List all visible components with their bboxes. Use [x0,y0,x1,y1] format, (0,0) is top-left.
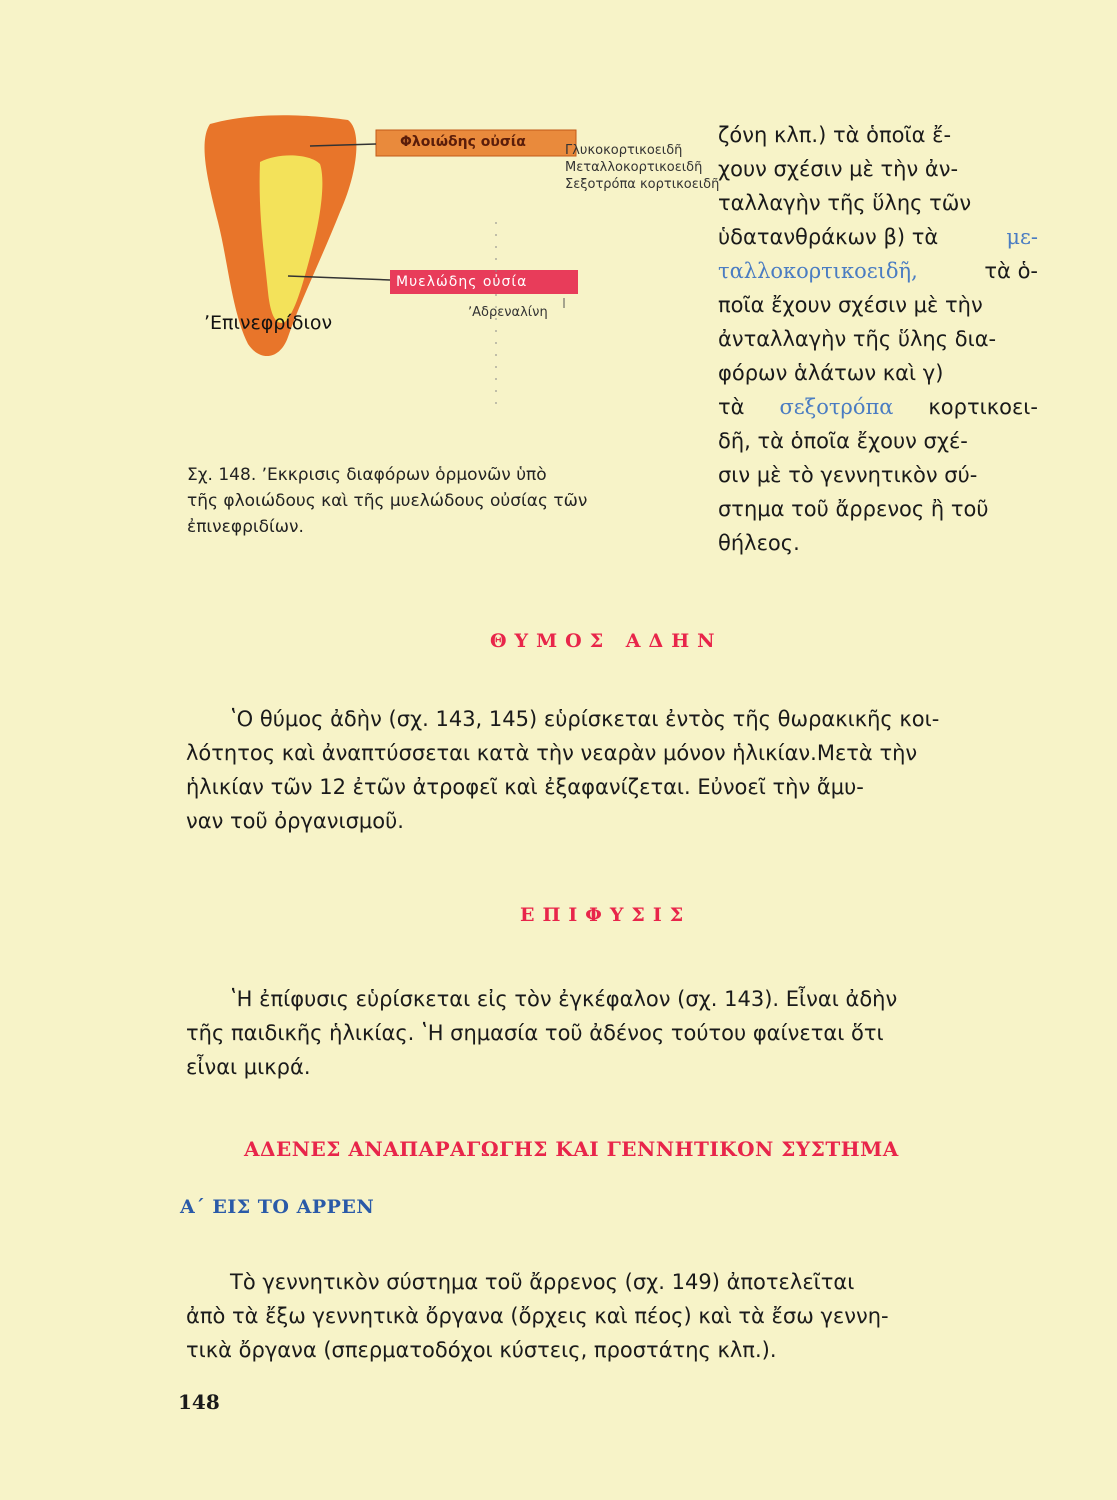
term-highlight: με- [1006,225,1038,249]
cortex-band-label: Φλοιώδης οὐσία [400,134,526,150]
text-line: Τὸ γεννητικὸν σύστημα τοῦ ἄρρενος (σχ. 149) ἀποτελεῖται [230,1270,855,1294]
text-line: τὰ σεξοτρόπα κορτικοει- [718,390,1038,424]
adrenal-gland-figure [170,112,720,442]
cortex-hormones-list [565,142,719,193]
text-line: τῆς παιδικῆς ἡλικίας. ʽΗ σημασία τοῦ ἀδένος τούτου φαίνεται ὅτι [186,1021,884,1045]
text-line: ἀπὸ τὰ ἔξω γεννητικὰ ὄργανα (ὄρχεις καὶ πέος) καὶ τὰ ἔσω γεννη- [186,1304,889,1328]
section-heading-reproduction: ΑΔΕΝΕΣ ΑΝΑΠΑΡΑΓΩΓΗΣ ΚΑΙ ΓΕΝΝΗΤΙΚΟΝ ΣΥΣΤΗΜΑ [244,1137,899,1161]
right-column-text [718,118,1038,560]
text-line: λότητος καὶ ἀναπτύσσεται κατὰ τὴν νεαρὰν μόνον ἡλικίαν.Μετὰ τὴν [186,741,918,765]
text-line: θήλεος. [718,531,800,555]
paragraph-epiphysis [186,982,1031,1084]
text-line: φόρων ἁλάτων καὶ γ) [718,361,944,385]
gland-label: ʼΕπινεφρίδιον [204,312,333,334]
figure-caption [187,462,677,540]
cortex-hormone: Σεξοτρόπα κορτικοειδῆ [565,177,720,192]
text-line: ἀνταλλαγὴν τῆς ὕλης δια- [718,327,997,351]
medulla-band-label: Μυελώδης οὐσία [396,274,528,290]
text-line: εἶναι μικρά. [186,1055,311,1079]
cortex-hormone: Γλυκοκορτικοειδῆ [565,143,683,158]
caption-line: τῆς φλοιώδους καὶ τῆς μυελώδους οὐσίας τῶν [187,491,588,511]
cortex-hormone: Μεταλλοκορτικοειδῆ [565,160,703,175]
text-line: στημα τοῦ ἄρρενος ἢ τοῦ [718,497,989,521]
term-highlight: ταλλοκορτικοειδῆ, [718,259,918,283]
caption-line: ἐπινεφριδίων. [187,517,304,537]
text-line: ποῖα ἔχουν σχέσιν μὲ τὴν [718,293,983,317]
text-line: σιν μὲ τὸ γεννητικὸν σύ- [718,463,978,487]
text-line: δῆ, τὰ ὁποῖα ἔχουν σχέ- [718,429,968,453]
text-line: ὑδατανθράκων β) τὰ με- [718,220,1038,254]
text-line: χουν σχέσιν μὲ τὴν ἀν- [718,157,959,181]
text-line: ναν τοῦ ὀργανισμοῦ. [186,809,404,833]
paragraph-thymos [186,702,1031,838]
text-line: ἡλικίαν τῶν 12 ἐτῶν ἀτροφεῖ καὶ ἐξαφανίζεται. Εὐνοεῖ τὴν ἄμυ- [186,775,864,799]
subsection-heading-male: Α΄ ΕΙΣ ΤΟ ΑΡΡΕΝ [180,1196,375,1218]
text-line: τικὰ ὄργανα (σπερματοδόχοι κύστεις, προστάτης κλπ.). [186,1338,777,1362]
section-heading-thymos: ΘΥΜΟΣ ΑΔΗΝ [490,630,723,652]
text-line: ʽΗ ἐπίφυσις εὑρίσκεται εἰς τὸν ἐγκέφαλον (σχ. 143). Εἶναι ἀδὴν [230,987,898,1011]
medulla-hormone-label: ʼΑδρεναλίνη [468,305,548,320]
caption-line: Σχ. 148. ʼΕκκρισις διαφόρων ὁρμονῶν ὑπὸ [187,465,547,485]
section-heading-epiphysis: ΕΠΙΦΥΣΙΣ [520,904,692,926]
paragraph-male-system [186,1265,1031,1367]
text-line: ταλλαγὴν τῆς ὕλης τῶν [718,191,972,215]
page-number: 148 [178,1390,220,1414]
term-highlight: σεξοτρόπα [779,395,894,419]
medulla-shape [260,155,323,323]
text-line: ʽΟ θύμος ἀδὴν (σχ. 143, 145) εὑρίσκεται ἐντὸς τῆς θωρακικῆς κοι- [230,707,940,731]
text-line: ζόνη κλπ.) τὰ ὁποῖα ἔ- [718,123,952,147]
text-line: ταλλοκορτικοειδῆ, τὰ ὁ- [718,254,1038,288]
